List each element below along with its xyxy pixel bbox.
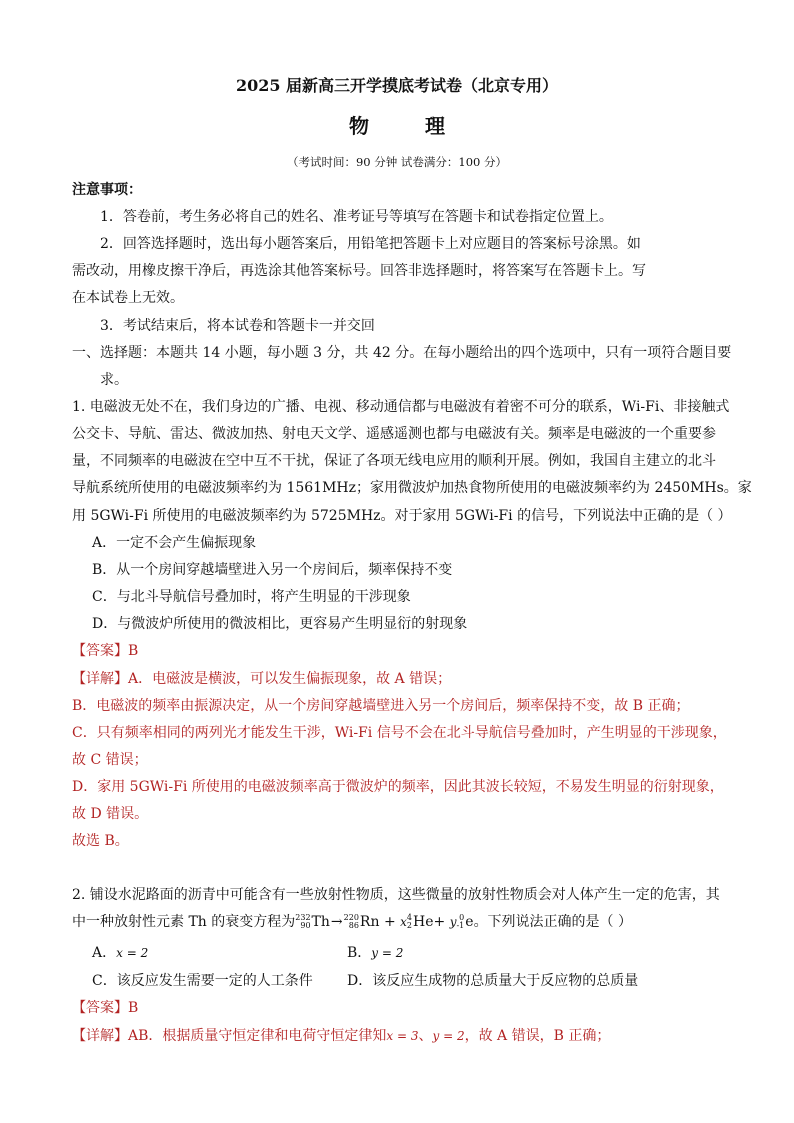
q2-detail-1: 【详解】AB．根据质量守恒定律和电荷守恒定律知x = 3、y = 2，故 A 错误，B 正确； bbox=[72, 1028, 611, 1044]
q1-option-b: B．从一个房间穿越墙壁进入另一个房间后，频率保持不变 bbox=[92, 562, 453, 578]
exam-title: 2025 届新高三开学摸底考试卷（北京专用） bbox=[235, 76, 559, 95]
notice-item-2-c: 在本试卷上无效。 bbox=[72, 290, 184, 306]
section-intro-b: 求。 bbox=[100, 372, 128, 388]
q1-stem-5: 用 5GWi-Fi 所使用的电磁波频率约为 5725MHz。对于家用 5GWi-Fi 的信号，下列说法中正确的是（ ） bbox=[72, 508, 732, 524]
decay-equation: 232 90 Th→ 220 86 Rn + x 4 2 He+ y 0 -1 e bbox=[295, 913, 474, 930]
q1-answer bbox=[72, 641, 138, 661]
q1-option-c: C．与北斗导航信号叠加时，将产生明显的干涉现象 bbox=[92, 589, 411, 605]
subject-char-1: 物 bbox=[349, 114, 369, 138]
q1-option-a: A．一定不会产生偏振现象 bbox=[92, 535, 257, 551]
notice-item-2-a: 2．回答选择题时，选出每小题答案后，用铅笔把答题卡上对应题目的答案标号涂黑。如 bbox=[100, 236, 641, 252]
q2-option-c: C．该反应发生需要一定的人工条件 bbox=[92, 973, 313, 989]
notice-item-2-b: 需改动，用橡皮擦干净后，再选涂其他答案标号。回答非选择题时，将答案写在答题卡上。写 bbox=[72, 263, 646, 279]
notice-item-1: 1．答卷前，考生务必将自己的姓名、准考证号等填写在答题卡和试卷指定位置上。 bbox=[100, 209, 613, 225]
q2-stem-2: 中一种放射性元素 Th 的衰变方程为 232 90 Th→ 220 86 Rn + x 4 2 He+ y 0 -1 e。下列说法正确的是（ ） bbox=[72, 913, 633, 930]
q1-detail-1: 【详解】A．电磁波是横波，可以发生偏振现象，故 A 错误； bbox=[72, 671, 452, 687]
notice-item-3: 3．考试结束后，将本试卷和答题卡一并交回 bbox=[100, 318, 375, 334]
detail-tag: 【详解】 bbox=[72, 671, 128, 687]
subject-char-2: 理 bbox=[425, 114, 445, 138]
q1-detail-4: 故 C 错误； bbox=[72, 752, 148, 768]
q1-stem-1: 1. 电磁波无处不在，我们身边的广播、电视、移动通信都与电磁波有着密不可分的联系，Wi-Fi、非接触式 bbox=[72, 399, 730, 415]
q1-option-d: D．与微波炉所使用的微波相比，更容易产生明显衍的射现象 bbox=[92, 616, 468, 632]
q1-detail-3: C．只有频率相同的两列光才能发生干涉，Wi-Fi 信号不会在北斗导航信号叠加时，产生明显的干涉现象， bbox=[72, 725, 727, 741]
q1-stem-2: 公交卡、导航、雷达、微波加热、射电天文学、遥感遥测也都与电磁波有关。频率是电磁波的一个重要参 bbox=[72, 426, 716, 442]
section-intro-a: 一、选择题：本题共 14 小题，每小题 3 分，共 42 分。在每小题给出的四个选项中，只有一项符合题目要 bbox=[72, 345, 732, 361]
q2-stem-1: 2. 铺设水泥路面的沥青中可能含有一些放射性物质，这些微量的放射性物质会对人体产生一定的危害，其 bbox=[72, 887, 720, 903]
q2-option-d: D．该反应生成物的总质量大于反应物的总质量 bbox=[347, 973, 639, 989]
answer-tag: 【答案】 bbox=[72, 643, 128, 659]
q1-detail-2: B．电磁波的频率由振源决定，从一个房间穿越墙壁进入另一个房间后，频率保持不变，故 B 正确； bbox=[72, 698, 690, 714]
q2-answer: 【答案】B bbox=[72, 1000, 139, 1016]
q1-detail-6: 故 D 错误。 bbox=[72, 806, 149, 822]
q1-stem-3: 量，不同频率的电磁波在空中互不干扰，保证了各项无线电应用的顺利开展。例如，我国自主建立的北斗 bbox=[72, 453, 716, 469]
q2-option-a: A．x = 2 bbox=[92, 945, 149, 961]
q2-option-b: B．y = 2 bbox=[347, 945, 404, 961]
q1-detail-5: D．家用 5GWi-Fi 所使用的电磁波频率高于微波炉的频率，因此其波长较短，不易发生明显的衍射现象， bbox=[72, 779, 724, 795]
exam-info: （考试时间：90 分钟 试卷满分：100 分） bbox=[286, 155, 508, 169]
answer-value: B bbox=[128, 643, 139, 659]
notice-heading: 注意事项： bbox=[72, 182, 142, 198]
q1-detail-7: 故选 B。 bbox=[72, 833, 129, 849]
q1-stem-4: 导航系统所使用的电磁波频率约为 1561MHz；家用微波炉加热食物所使用的电磁波频率约为 2450MHs。家 bbox=[72, 480, 752, 496]
subject-title bbox=[0, 116, 794, 136]
